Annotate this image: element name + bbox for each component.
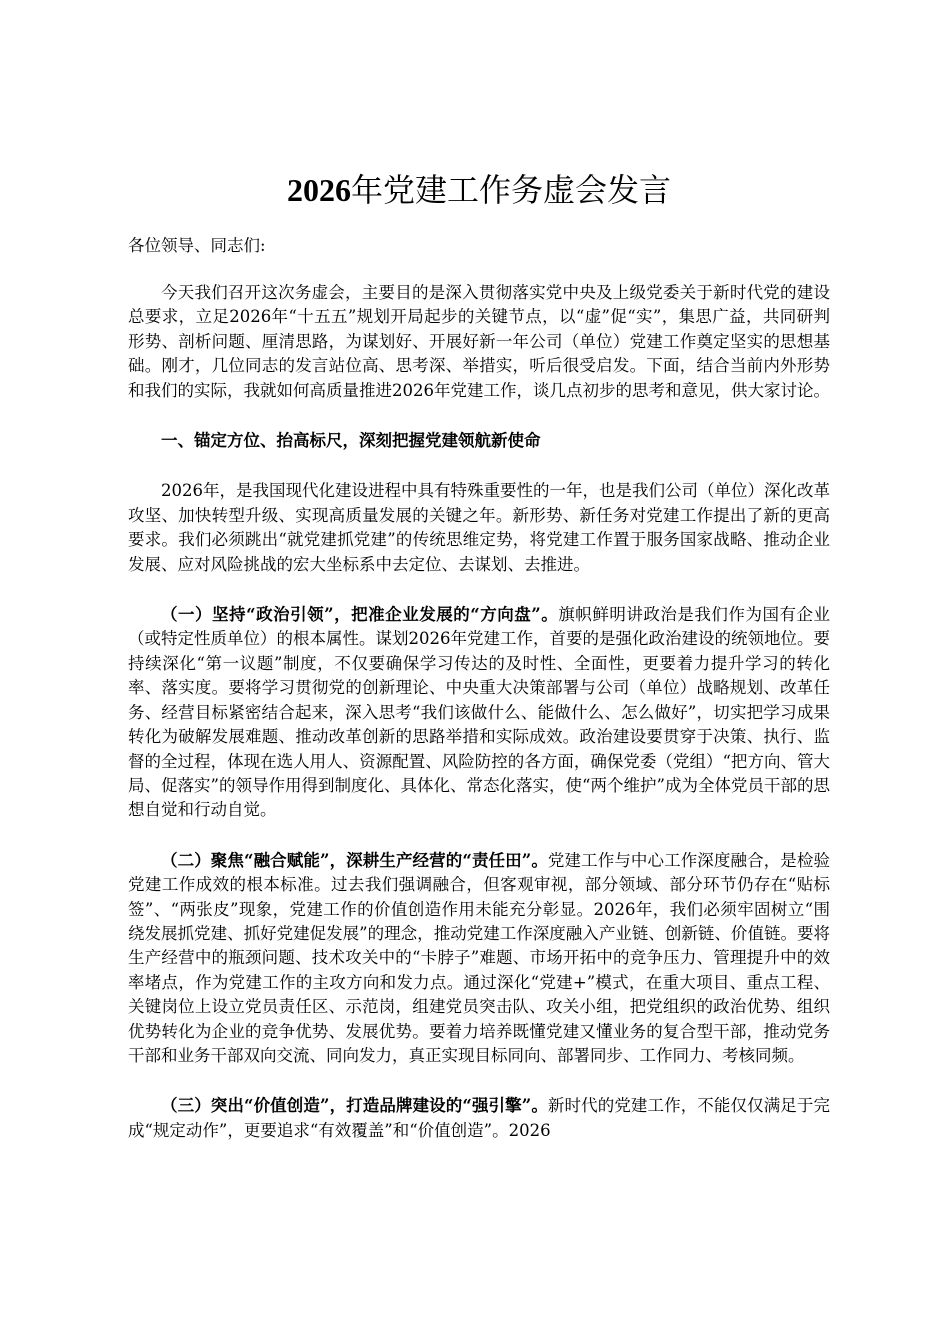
point-3-lead: （三）突出“价值创造”，打造品牌建设的“强引擎”。 (161, 1096, 548, 1116)
document-body (128, 281, 830, 1169)
document-title (128, 166, 830, 214)
intro-paragraph: 今天我们召开这次务虚会，主要目的是深入贯彻落实党中央及上级党委关于新时代党的建设总要求，立足2026年“十五五”规划开局起步的关键节点，以“虚”促“实”，集思广益，共同研判形势、剖析问题、厘清思路，为谋划好、开展好新一年公司（单位）党建工作奠定坚实的思想基础。刚才，几位同志的发言站位高、思考深、举措实，听后很受启发。下面，结合当前内外形势和我们的实际，我就如何高质量推进2026年党建工作，谈几点初步的思考和意见，供大家讨论。 (128, 283, 830, 400)
title-text: 年党建工作务虚会发言 (350, 171, 671, 209)
point-1-lead: （一）坚持“政治引领”，把准企业发展的“方向盘”。 (161, 605, 559, 625)
document-page (128, 0, 830, 1344)
point-1-text: 旗帜鲜明讲政治是我们作为国有企业（或特定性质单位）的根本属性。谋划2026年党建工作，首要的是强化政治建设的统领地位。要持续深化“第一议题”制度，不仅要确保学习传达的及时性、全面性，更要着力提升学习的转化率、落实度。要将学习贯彻党的创新理论、中央重大决策部署与公司（单位）战略规划、改革任务、经营目标紧密结合起来，深入思考“我们该做什么、能做什么、怎么做好”，切实把学习成果转化为破解发展难题、推动改革创新的思路举措和实际成效。政治建设要贯穿于决策、执行、监督的全过程，体现在选人用人、资源配置、风险防控的各方面，确保党委（党组）“把方向、管大局、促落实”的领导作用得到制度化、具体化、常态化落实，使“两个维护”成为全体党员干部的思想自觉和行动自觉。 (128, 605, 830, 820)
point-3-paragraph (128, 1094, 830, 1143)
point-1-paragraph (128, 603, 830, 823)
title-year: 2026 (286, 172, 351, 208)
point-2-text: 党建工作与中心工作深度融合，是检验党建工作成效的根本标准。过去我们强调融合，但客观审视，部分领域、部分环节仍存在“贴标签”、“两张皮”现象，党建工作的价值创造作用未能充分彰显。2026年，我们必须牢固树立“围绕发展抓党建、抓好党建促发展”的理念，推动党建工作深度融入产业链、创新链、价值链。要将生产经营中的瓶颈问题、技术攻关中的“卡脖子”难题、市场开拓中的竞争压力、管理提升中的效率堵点，作为党建工作的主攻方向和发力点。通过深化“党建+”模式，在重大项目、重点工程、关键岗位上设立党员责任区、示范岗，组建党员突击队、攻关小组，把党组织的政治优势、组织优势转化为企业的竞争优势、发展优势。要着力培养既懂党建又懂业务的复合型干部，推动党务干部和业务干部双向交流、同向发力，真正实现目标同向、部署同步、工作同力、考核同频。 (128, 850, 830, 1065)
section-heading-1: 一、锚定方位、抬高标尺，深刻把握党建领航新使命 (161, 431, 541, 451)
salutation: 各位领导、同志们: (128, 236, 266, 255)
point-2-lead: （二）聚焦“融合赋能”，深耕生产经营的“责任田”。 (161, 850, 548, 870)
section-1-paragraph: 2026年，是我国现代化建设进程中具有特殊重要性的一年，也是我们公司（单位）深化改革攻坚、加快转型升级、实现高质量发展的关键之年。新形势、新任务对党建工作提出了新的更高要求。我们必须跳出“就党建抓党建”的传统思维定势，将党建工作置于服务国家战略、推动企业发展、应对风险挑战的宏大坐标系中去定位、去谋划、去推进。 (128, 481, 830, 574)
point-2-paragraph (128, 849, 830, 1069)
point-3-text: 新时代的党建工作，不能仅仅满足于完成“规定动作”，更要追求“有效覆盖”和“价值创造”。2026 (128, 1096, 830, 1140)
